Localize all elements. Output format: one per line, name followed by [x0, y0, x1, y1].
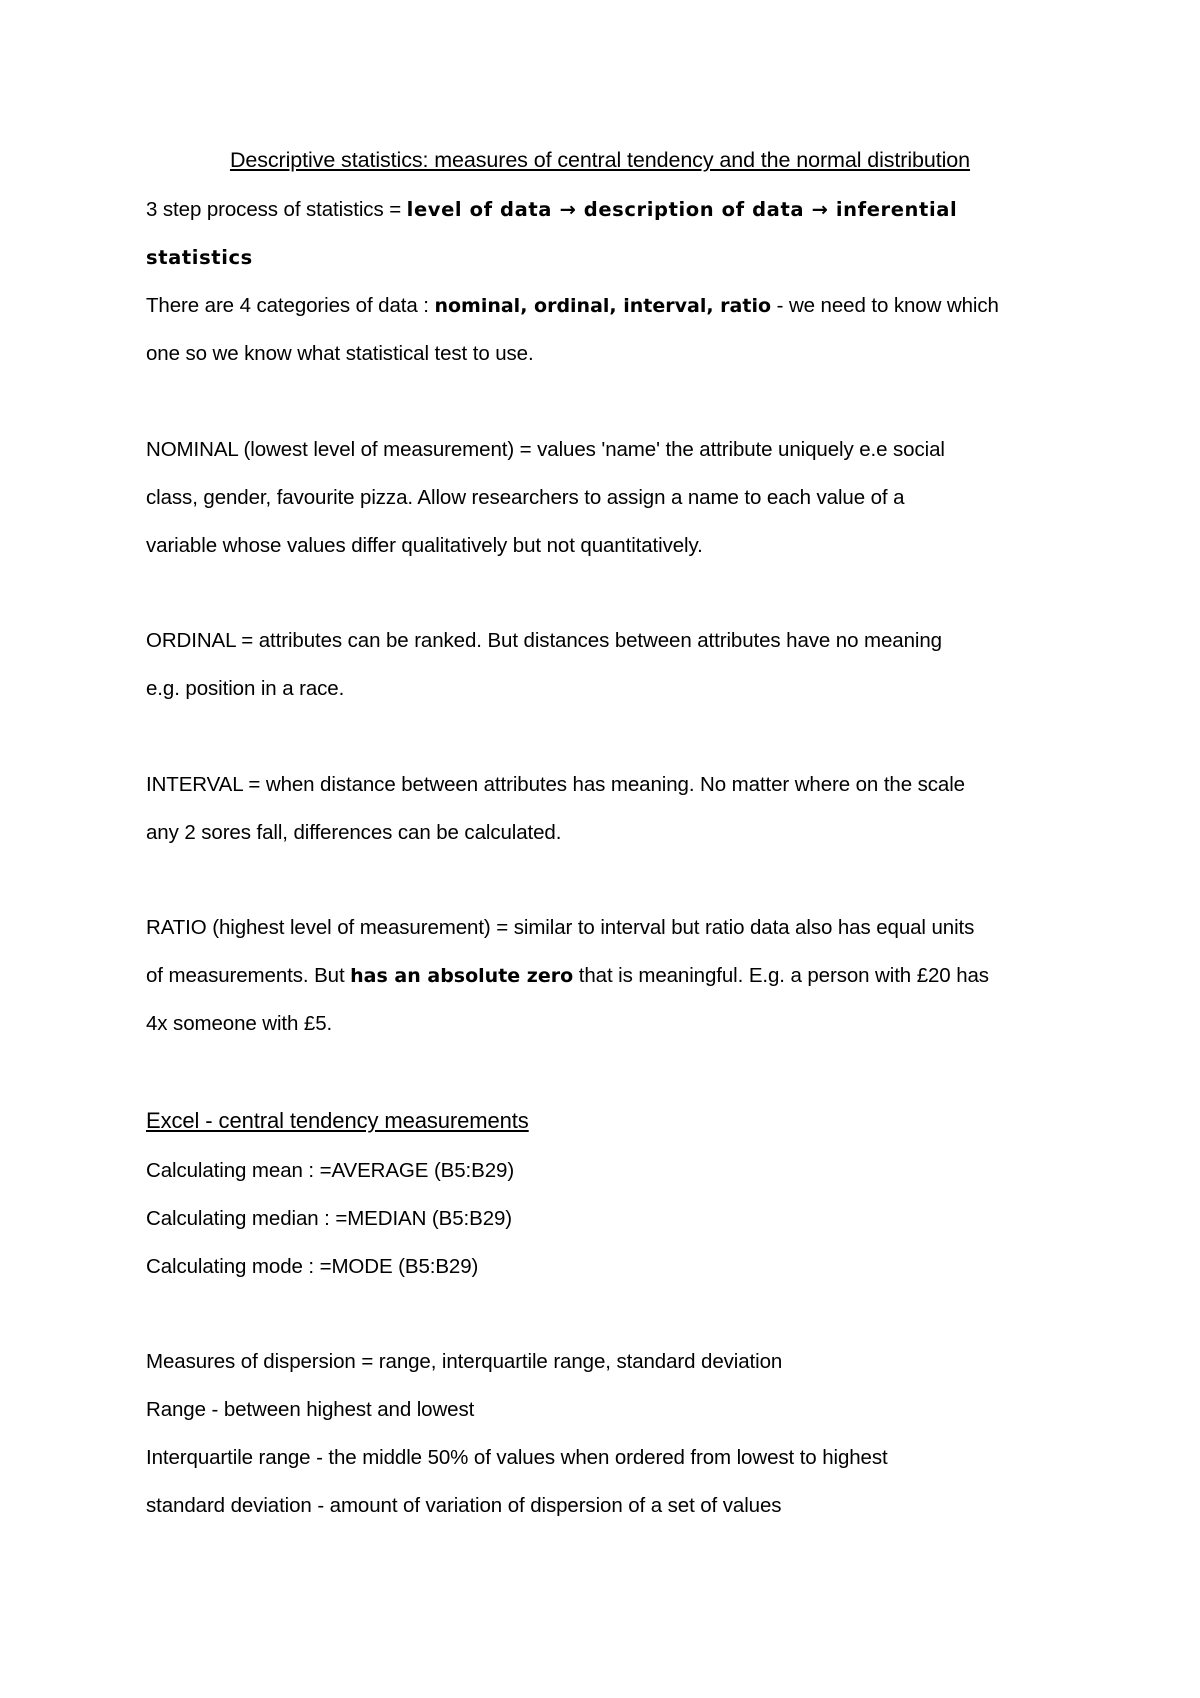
- absolute-zero-emphasis: has an absolute zero: [350, 965, 574, 987]
- dispersion-sd: standard deviation - amount of variation of dispersion of a set of values: [146, 1494, 782, 1517]
- process-line-2: [146, 244, 253, 272]
- dispersion-line: Measures of dispersion = range, interquartile range, standard deviation: [146, 1350, 783, 1373]
- interval-line-2: any 2 sores fall, differences can be calculated.: [146, 821, 562, 844]
- nominal-line-3: variable whose values differ qualitatively but not quantitatively.: [146, 534, 703, 557]
- ratio-line-3: 4x someone with £5.: [146, 1012, 333, 1035]
- nominal-line-2: class, gender, favourite pizza. Allow researchers to assign a name to each value of a: [146, 486, 905, 509]
- ordinal-line-1: ORDINAL = attributes can be ranked. But distances between attributes have no meaning: [146, 629, 942, 652]
- excel-mean: Calculating mean : =AVERAGE (B5:B29): [146, 1159, 515, 1182]
- ordinal-line-2: e.g. position in a race.: [146, 677, 345, 700]
- interval-line-1: INTERVAL = when distance between attributes has meaning. No matter where on the scale: [146, 773, 965, 796]
- process-prefix: 3 step process of statistics =: [146, 198, 407, 221]
- ratio-line-1: RATIO (highest level of measurement) = similar to interval but ratio data also has equal units: [146, 916, 975, 939]
- categories-prefix: There are 4 categories of data :: [146, 294, 435, 317]
- process-steps-end: statistics: [146, 246, 253, 269]
- dispersion-iqr: Interquartile range - the middle 50% of values when ordered from lowest to highest: [146, 1446, 888, 1469]
- excel-median: Calculating median : =MEDIAN (B5:B29): [146, 1207, 513, 1230]
- ratio-line-2-suffix: that is meaningful. E.g. a person with £20 has: [573, 964, 989, 987]
- categories-suffix: - we need to know which: [771, 294, 999, 317]
- nominal-line-1: NOMINAL (lowest level of measurement) = values 'name' the attribute uniquely e.e social: [146, 438, 945, 461]
- excel-mode: Calculating mode : =MODE (B5:B29): [146, 1255, 479, 1278]
- categories-line-2: one so we know what statistical test to use.: [146, 342, 534, 365]
- process-line: [146, 196, 957, 224]
- dispersion-range: Range - between highest and lowest: [146, 1398, 475, 1421]
- process-steps: level of data → description of data → inferential: [406, 198, 958, 221]
- ratio-line-2: [146, 962, 989, 990]
- document-title: Descriptive statistics: measures of central tendency and the normal distribution: [229, 148, 971, 172]
- categories-types: nominal, ordinal, interval, ratio: [434, 295, 772, 317]
- categories-line: [146, 292, 999, 320]
- excel-heading: Excel - central tendency measurements: [146, 1108, 529, 1133]
- ratio-line-2-prefix: of measurements. But: [146, 964, 351, 987]
